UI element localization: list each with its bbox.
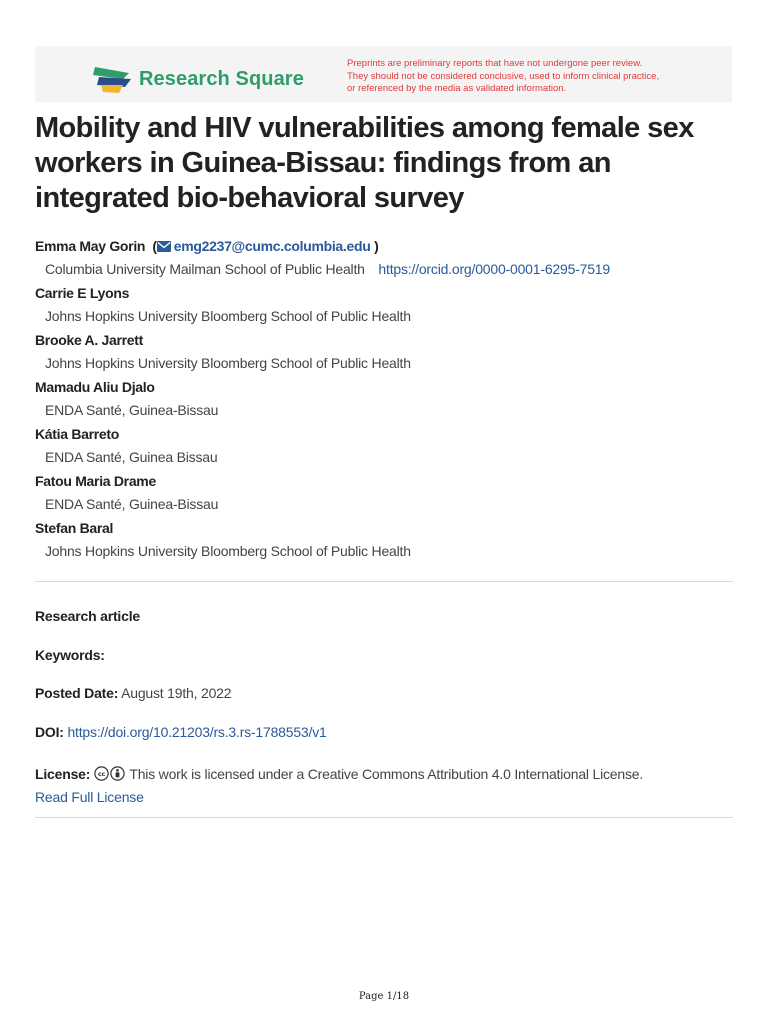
- preprint-banner: [35, 46, 732, 102]
- license-text: This work is licensed under a Creative Commons Attribution 4.0 International License.: [129, 766, 644, 782]
- email-paren-close: ): [370, 238, 379, 254]
- author-name: Brooke A. Jarrett: [35, 332, 143, 348]
- doi: [35, 724, 327, 740]
- author-affiliation: ENDA Santé, Guinea-Bissau: [45, 496, 219, 512]
- author-affiliation: ENDA Santé, Guinea Bissau: [45, 449, 218, 465]
- article-type: [35, 608, 140, 624]
- doi-label: DOI:: [35, 724, 64, 740]
- keywords: [35, 647, 105, 663]
- divider: [35, 817, 733, 818]
- author-name: Kátia Barreto: [35, 426, 120, 442]
- preprint-disclaimer: [347, 58, 707, 96]
- author-affiliation: Johns Hopkins University Bloomberg School of Public Health: [45, 308, 411, 324]
- title-line: integrated bio-behavioral survey: [35, 182, 464, 214]
- research-square-logo[interactable]: [93, 64, 304, 94]
- email-paren-open: (: [148, 238, 157, 254]
- keywords-label: Keywords:: [35, 647, 105, 663]
- license: [35, 763, 735, 809]
- author-affiliation: ENDA Santé, Guinea-Bissau: [45, 402, 219, 418]
- affiliation-text: Columbia University Mailman School of Public Health: [45, 261, 365, 277]
- license-label: License:: [35, 766, 91, 782]
- author-name: Mamadu Aliu Djalo: [35, 379, 155, 395]
- paper-title: [35, 111, 735, 216]
- logo-text: Research Square: [139, 67, 304, 90]
- article-type-label: Research article: [35, 608, 140, 624]
- posted-date-label: Posted Date:: [35, 685, 119, 701]
- author-name: Stefan Baral: [35, 520, 114, 536]
- author-name: [35, 236, 735, 260]
- page-number: Page 1/18: [358, 991, 410, 1002]
- disclaimer-line: or referenced by the media as validated information.: [347, 83, 567, 94]
- by-attribution-icon: [110, 766, 125, 781]
- svg-text:cc: cc: [97, 770, 106, 778]
- author-name-text: Emma May Gorin: [35, 238, 146, 254]
- disclaimer-line: They should not be considered conclusive, used to inform clinical practice,: [347, 70, 660, 82]
- read-full-license-link[interactable]: Read Full License: [35, 789, 144, 805]
- cc-icon: [94, 766, 109, 781]
- title-line: workers in Guinea-Bissau: findings from an: [35, 147, 611, 179]
- doi-link[interactable]: https://doi.org/10.21203/rs.3.rs-1788553/v1: [67, 724, 327, 740]
- posted-date-value: August 19th, 2022: [121, 685, 232, 701]
- posted-date: [35, 685, 231, 701]
- author-list: [35, 236, 735, 565]
- author-name: Carrie E Lyons: [35, 285, 130, 301]
- title-line: Mobility and HIV vulnerabilities among female sex: [35, 112, 694, 144]
- email-link[interactable]: emg2237@cumc.columbia.edu: [173, 238, 371, 254]
- author-affiliation: Johns Hopkins University Bloomberg School of Public Health: [45, 543, 411, 559]
- divider: [35, 581, 733, 582]
- author-affiliation: Johns Hopkins University Bloomberg School of Public Health: [45, 355, 411, 371]
- orcid-link[interactable]: https://orcid.org/0000-0001-6295-7519: [378, 261, 610, 277]
- disclaimer-line: Preprints are preliminary reports that have not undergone peer review.: [347, 58, 643, 69]
- research-square-logo-icon: [93, 65, 131, 93]
- author-affiliation: [35, 260, 735, 283]
- author-name: Fatou Maria Drame: [35, 473, 156, 489]
- envelope-icon: [157, 241, 171, 252]
